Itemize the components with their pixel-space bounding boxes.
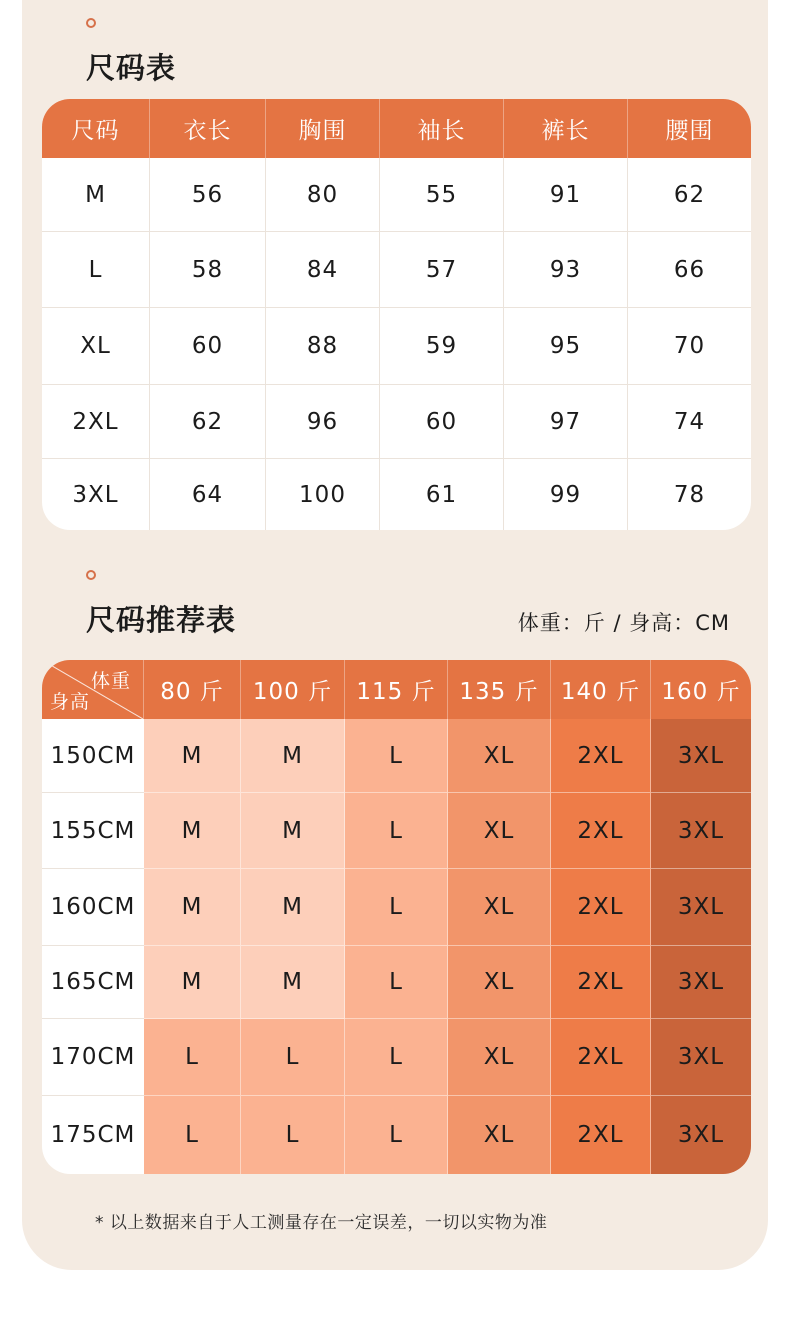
size-chart-column-header: 裤长	[504, 99, 628, 158]
recommended-size-cell: M	[241, 793, 345, 869]
measurement-cell: 60	[380, 385, 504, 459]
recommended-size-cell: XL	[448, 869, 551, 946]
measurement-cell: 88	[266, 308, 380, 385]
size-chart-column-header: 袖长	[380, 99, 504, 158]
measurement-cell: 97	[504, 385, 628, 459]
recommended-size-cell: 2XL	[551, 793, 651, 869]
recommended-size-cell: L	[241, 1019, 345, 1096]
measurement-cell: 56	[150, 158, 266, 232]
height-label-cell: 155CM	[42, 793, 144, 869]
size-chart-table	[42, 99, 751, 530]
measurement-cell: 64	[150, 459, 266, 530]
table-row	[42, 946, 751, 1019]
recommended-size-cell: L	[345, 719, 448, 793]
size-label-cell: M	[42, 158, 150, 232]
height-label-cell: 165CM	[42, 946, 144, 1019]
measurement-cell: 100	[266, 459, 380, 530]
measurement-cell: 57	[380, 232, 504, 308]
recommended-size-cell: L	[345, 946, 448, 1019]
table-row	[42, 158, 751, 232]
weight-column-header: 80 斤	[144, 660, 241, 719]
size-label-cell: 3XL	[42, 459, 150, 530]
measurement-cell: 74	[628, 385, 751, 459]
recommended-size-cell: L	[345, 869, 448, 946]
table-row	[42, 719, 751, 793]
measurement-cell: 91	[504, 158, 628, 232]
size-chart-header-row	[42, 99, 751, 158]
table-row	[42, 1019, 751, 1096]
corner-weight-label: 体重	[90, 670, 131, 692]
recommended-size-cell: M	[241, 869, 345, 946]
recommended-size-cell: 2XL	[551, 946, 651, 1019]
recommended-size-cell: M	[241, 946, 345, 1019]
measurement-cell: 58	[150, 232, 266, 308]
section-dot-icon	[86, 570, 96, 580]
measurement-cell: 59	[380, 308, 504, 385]
recommended-size-cell: XL	[448, 946, 551, 1019]
recommended-size-cell: L	[345, 793, 448, 869]
measurement-cell: 99	[504, 459, 628, 530]
footnote: * 以上数据来自于人工测量存在一定误差，一切以实物为准	[95, 1213, 548, 1233]
height-label-cell: 150CM	[42, 719, 144, 793]
size-label-cell: L	[42, 232, 150, 308]
recommended-size-cell: 3XL	[651, 1019, 751, 1096]
size-chart-column-header: 腰围	[665, 118, 714, 144]
recommended-size-cell: M	[144, 719, 241, 793]
recommended-size-cell: XL	[448, 1096, 551, 1174]
weight-column-header: 115 斤	[345, 660, 448, 719]
recommended-size-cell: L	[144, 1019, 241, 1096]
corner-height-label: 身高	[50, 691, 91, 713]
table-row	[42, 1096, 751, 1174]
recommended-size-cell: 3XL	[651, 793, 751, 869]
measurement-cell: 61	[380, 459, 504, 530]
recommended-size-cell: L	[241, 1096, 345, 1174]
recommend-chart-table	[42, 660, 751, 1174]
recommended-size-cell: 2XL	[551, 719, 651, 793]
table-row	[42, 793, 751, 869]
recommended-size-cell: 2XL	[551, 1019, 651, 1096]
recommend-chart-body	[42, 719, 751, 1174]
recommended-size-cell: M	[241, 719, 345, 793]
table-row	[42, 232, 751, 308]
measurement-cell: 60	[150, 308, 266, 385]
weight-column-header: 100 斤	[241, 660, 345, 719]
weight-column-header: 140 斤	[551, 660, 651, 719]
size-chart-body	[42, 158, 751, 530]
height-label-cell: 160CM	[42, 869, 144, 946]
recommended-size-cell: XL	[448, 719, 551, 793]
measurement-cell: 55	[380, 158, 504, 232]
recommended-size-cell: L	[144, 1096, 241, 1174]
weight-column-header: 135 斤	[448, 660, 551, 719]
recommended-size-cell: 2XL	[551, 1096, 651, 1174]
measurement-cell: 70	[628, 308, 751, 385]
recommended-size-cell: L	[345, 1019, 448, 1096]
recommended-size-cell: XL	[448, 1019, 551, 1096]
size-chart-column-header: 衣长	[150, 99, 266, 158]
table-row	[42, 869, 751, 946]
measurement-cell: 62	[628, 158, 751, 232]
measurement-cell: 93	[504, 232, 628, 308]
recommended-size-cell: XL	[448, 793, 551, 869]
size-chart-column-header: 胸围	[266, 99, 380, 158]
height-label-cell: 170CM	[42, 1019, 144, 1096]
recommended-size-cell: M	[144, 793, 241, 869]
recommended-size-cell: M	[144, 869, 241, 946]
size-label-cell: 2XL	[42, 385, 150, 459]
recommended-size-cell: 3XL	[651, 869, 751, 946]
recommended-size-cell: M	[144, 946, 241, 1019]
size-label-cell: XL	[42, 308, 150, 385]
measurement-cell: 80	[266, 158, 380, 232]
recommended-size-cell: L	[345, 1096, 448, 1174]
table-row	[42, 459, 751, 530]
recommended-size-cell: 3XL	[651, 946, 751, 1019]
recommend-chart-header-row	[42, 660, 751, 719]
measurement-cell: 84	[266, 232, 380, 308]
weight-column-header: 160 斤	[661, 679, 741, 705]
unit-note: 体重：斤 / 身高：CM	[517, 611, 730, 635]
recommended-size-cell: 3XL	[651, 719, 751, 793]
recommend-chart-title: 尺码推荐表	[86, 603, 237, 637]
size-chart-column-header: 尺码	[42, 99, 150, 158]
measurement-cell: 95	[504, 308, 628, 385]
measurement-cell: 96	[266, 385, 380, 459]
recommended-size-cell: 2XL	[551, 869, 651, 946]
table-row	[42, 308, 751, 385]
measurement-cell: 62	[150, 385, 266, 459]
measurement-cell: 78	[673, 481, 706, 508]
size-chart-title: 尺码表	[86, 51, 177, 85]
table-row	[42, 385, 751, 459]
section-dot-icon	[86, 18, 96, 28]
corner-cell	[42, 660, 144, 719]
measurement-cell: 66	[628, 232, 751, 308]
recommended-size-cell: 3XL	[651, 1096, 751, 1174]
height-label-cell: 175CM	[42, 1096, 144, 1174]
